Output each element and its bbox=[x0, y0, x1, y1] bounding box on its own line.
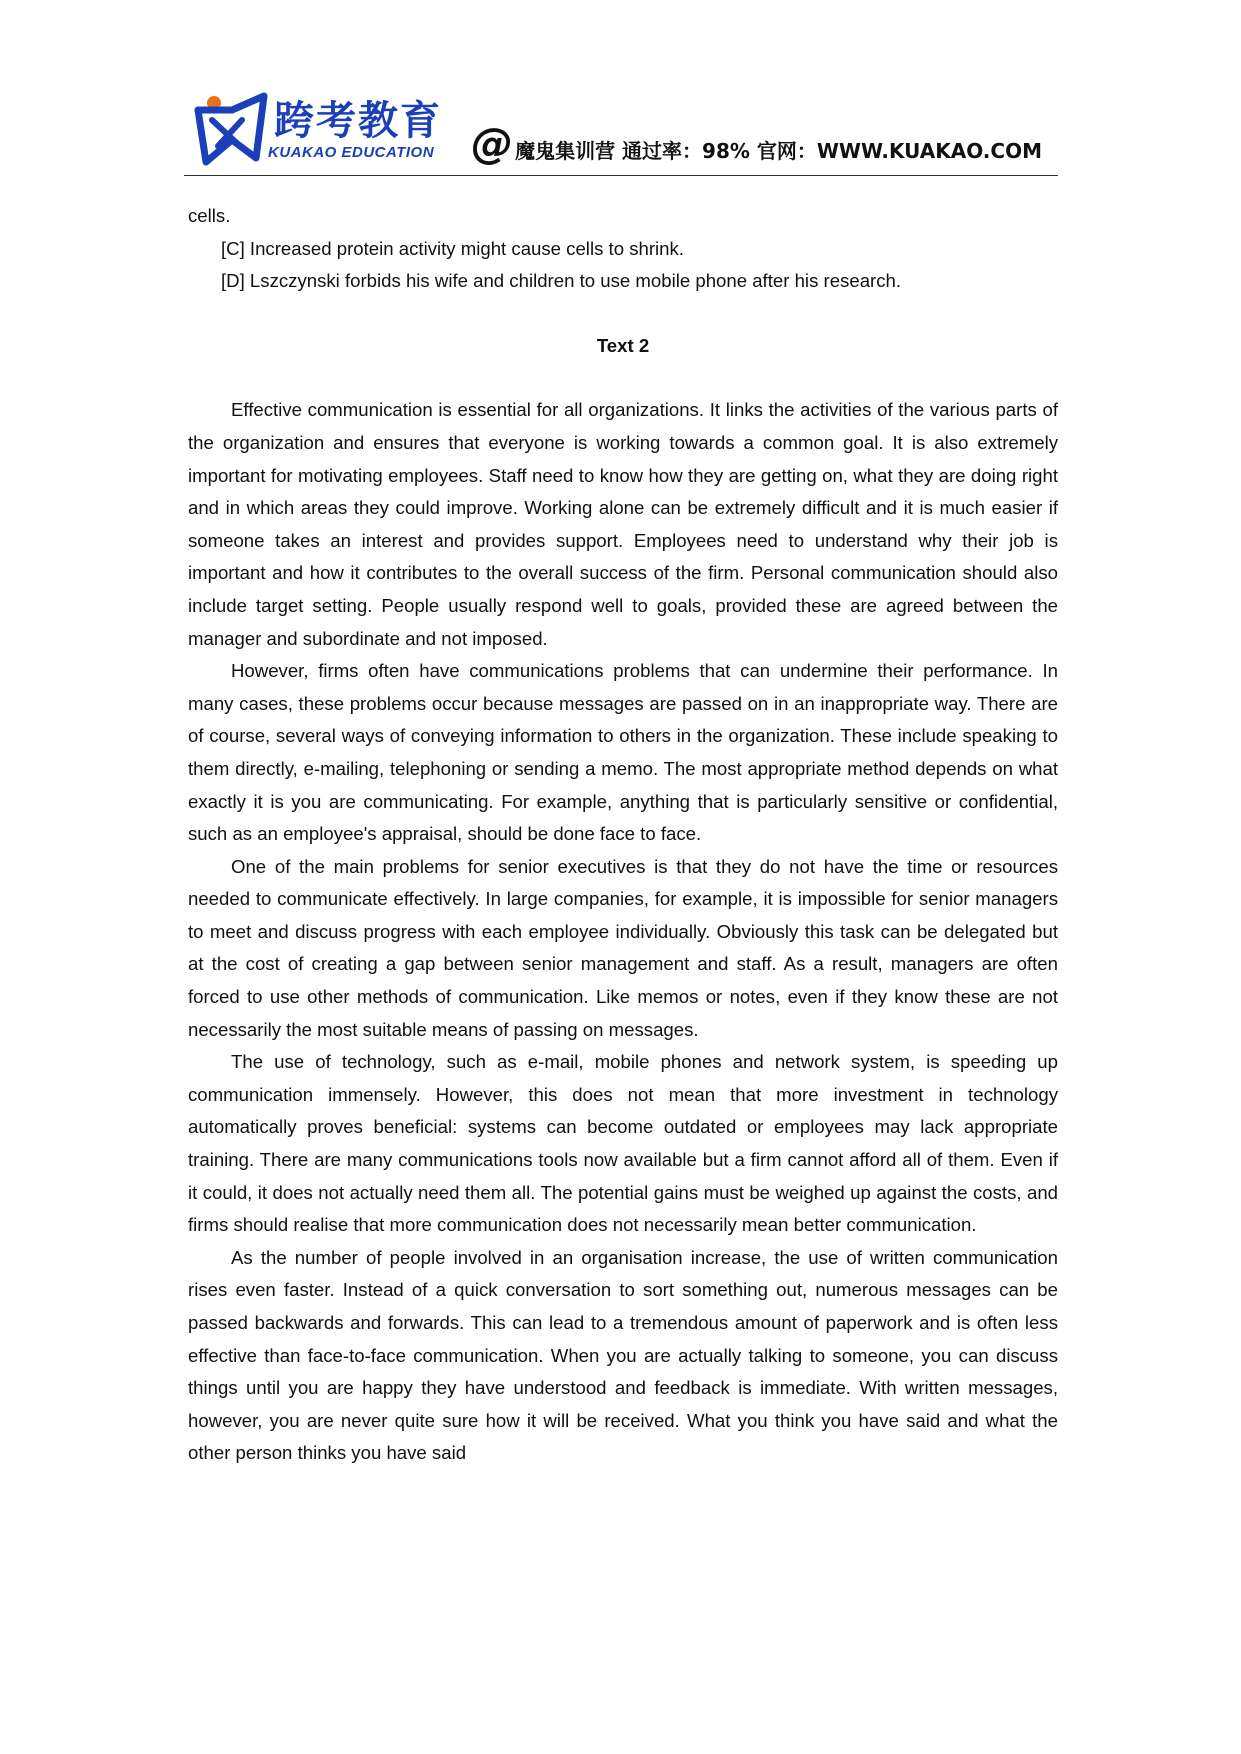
page-header bbox=[184, 80, 1058, 176]
option-c: [C] Increased protein activity might cause cells to shrink. bbox=[221, 237, 684, 259]
header-slogan bbox=[471, 119, 1042, 168]
paragraph-1: Effective communication is essential for all organizations. It links the activities of the various parts of the organization and ensures that everyone is working towards a common goal. It is also extremely important for motivating employees. Staff need to know how they are getting on, what they are doing right and in which areas they could improve. Working alone can be extremely difficult and it is much easier if someone takes an interest and provides support. Employees need to understand why their job is important and how it contributes to the overall success of the firm. Personal communication should also include target setting. People usually respond well to goals, provided these are agreed between the manager and subordinate and not imposed. bbox=[188, 399, 1058, 649]
logo-chinese-name: 跨考教育 bbox=[274, 98, 442, 144]
header-divider bbox=[184, 175, 1058, 176]
option-d: [D] Lszczynski forbids his wife and children to use mobile phone after his research. bbox=[221, 270, 902, 292]
document-body bbox=[188, 200, 1058, 1470]
section-title: Text 2 bbox=[596, 334, 650, 356]
continued-line: cells. bbox=[188, 205, 231, 226]
paragraph-3: One of the main problems for senior executives is that they do not have the time or resources needed to communicate effectively. In large companies, for example, it is impossible for senior managers to meet and discuss progress with each employee individually. Obviously this task can be delegated but at the cost of creating a gap between senior management and staff. As a result, managers are often forced to use other methods of communication. Like memos or notes, even if they know these are not necessarily the most suitable means of passing on messages. bbox=[188, 855, 1058, 1040]
logo-english-name: KUAKAO EDUCATION bbox=[268, 144, 435, 161]
logo-emblem-icon bbox=[192, 90, 272, 168]
paragraph-5: As the number of people involved in an organisation increase, the use of written communication rises even faster. Instead of a quick conversation to sort something out, numerous messages can be passed backwards and forwards. This can lead to a tremendous amount of paperwork and is often less effective than face-to-face communication. When you are actually talking to someone, you can discuss things until you are happy they have understood and feedback is immediate. With written messages, however, you are never quite sure how it will be received. What you think you have said and what the other person thinks you have said bbox=[188, 1246, 1058, 1464]
paragraph-4: The use of technology, such as e-mail, mobile phones and network system, is speeding up communication immensely. However, this does not mean that more investment in technology automatically proves beneficial: systems can become outdated or employees may lack appropriate training. There are many communications tools now available but a firm cannot afford all of them. Even if it could, it does not actually need them all. The potential gains must be weighed up against the costs, and firms should realise that more communication does not necessarily mean better communication. bbox=[188, 1051, 1058, 1236]
slogan-text: 魔鬼集训营 通过率：98% 官网：WWW.KUAKAO.COM bbox=[515, 139, 1042, 163]
paragraph-2: However, firms often have communications problems that can undermine their performance. In many cases, these problems occur because messages are passed on in an inappropriate way. There are of course, several ways of conveying information to others in the organization. These include speaking to them directly, e-mailing, telephoning or sending a memo. The most appropriate method depends on what exactly it is you are communicating. For example, anything that is particularly sensitive or confidential, such as an employee's appraisal, should be done face to face. bbox=[188, 660, 1058, 845]
at-symbol: @ bbox=[471, 119, 514, 168]
